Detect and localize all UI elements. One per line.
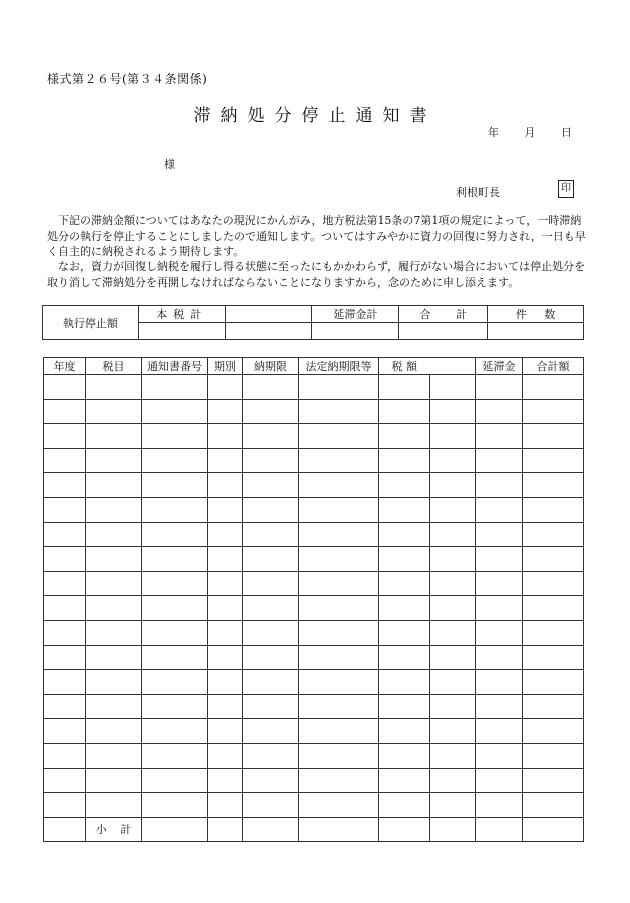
table-cell <box>430 375 476 400</box>
col-tax-item: 税目 <box>86 358 142 375</box>
table-cell <box>523 620 584 645</box>
table-cell <box>523 768 584 793</box>
table-row <box>44 399 584 424</box>
table-cell <box>243 497 299 522</box>
table-cell <box>86 522 142 547</box>
table-cell <box>523 719 584 744</box>
table-cell <box>430 743 476 768</box>
principal-total-cell-2 <box>225 323 312 340</box>
subtotal-cell <box>142 817 208 842</box>
table-cell <box>243 743 299 768</box>
table-cell <box>430 645 476 670</box>
table-cell <box>523 375 584 400</box>
table-cell <box>523 743 584 768</box>
table-cell <box>44 448 86 473</box>
subtotal-cell <box>430 817 476 842</box>
table-cell <box>142 645 208 670</box>
late-fee-total-label: 延滞金計 <box>312 306 399 323</box>
notice-paragraph-2-text: なお，資力が回復し納税を履行し得る状態に至ったにもかかわらず，履行がない場合においては停止処分を取り消して滞納処分を再開しなければならないことになりますから，念のために申し添えます。 <box>47 260 586 289</box>
table-cell <box>379 768 430 793</box>
table-cell <box>430 620 476 645</box>
table-cell <box>476 497 523 522</box>
table-cell <box>142 719 208 744</box>
table-cell <box>142 497 208 522</box>
table-cell <box>430 793 476 818</box>
table-cell <box>379 620 430 645</box>
table-cell <box>142 473 208 498</box>
table-cell <box>44 473 86 498</box>
issuer-name: 利根町長 <box>456 186 500 199</box>
table-cell <box>142 743 208 768</box>
table-cell <box>523 399 584 424</box>
col-legal-due-date: 法定納期限等 <box>299 358 379 375</box>
table-row <box>44 743 584 768</box>
table-cell <box>523 497 584 522</box>
table-row <box>44 571 584 596</box>
table-cell <box>142 620 208 645</box>
principal-total-value <box>225 306 312 323</box>
table-cell <box>208 694 243 719</box>
table-cell <box>44 768 86 793</box>
table-cell <box>44 670 86 695</box>
table-cell <box>379 473 430 498</box>
late-fee-total-value <box>312 323 399 340</box>
table-cell <box>476 768 523 793</box>
table-cell <box>523 424 584 449</box>
table-cell <box>208 645 243 670</box>
table-cell <box>476 743 523 768</box>
table-cell <box>523 448 584 473</box>
table-cell <box>430 424 476 449</box>
col-tax-amount: 税 額 <box>379 358 430 375</box>
table-cell <box>86 424 142 449</box>
subtotal-cell-blank <box>44 817 86 842</box>
table-cell <box>86 743 142 768</box>
table-cell <box>476 375 523 400</box>
table-cell <box>299 547 379 572</box>
table-cell <box>476 719 523 744</box>
table-cell <box>142 768 208 793</box>
table-cell <box>44 424 86 449</box>
seal-mark: 印 <box>558 180 574 198</box>
table-cell <box>208 448 243 473</box>
table-cell <box>476 670 523 695</box>
table-cell <box>86 768 142 793</box>
notice-paragraph-1-text: 下記の滞納金額についてはあなたの現況にかんがみ，地方税法第15条の7第1項の規定によって，一時滞納処分の執行を停止することにしましたので通知します。ついてはすみやかに資力の回復に努力され，一日も早く自主的に納税されるよう期待します。 <box>47 214 586 258</box>
delinquency-detail-table <box>43 357 584 842</box>
table-cell <box>430 497 476 522</box>
table-cell <box>299 719 379 744</box>
table-cell <box>208 793 243 818</box>
table-cell <box>243 645 299 670</box>
table-cell <box>142 547 208 572</box>
table-cell <box>86 596 142 621</box>
table-cell <box>243 375 299 400</box>
table-cell <box>299 793 379 818</box>
table-cell <box>208 719 243 744</box>
table-row <box>44 497 584 522</box>
table-row <box>44 670 584 695</box>
table-cell <box>86 497 142 522</box>
table-cell <box>379 547 430 572</box>
table-cell <box>86 670 142 695</box>
table-cell <box>243 719 299 744</box>
table-cell <box>299 645 379 670</box>
table-cell <box>86 375 142 400</box>
table-cell <box>44 793 86 818</box>
table-row <box>44 793 584 818</box>
table-cell <box>430 448 476 473</box>
detail-body <box>44 375 584 818</box>
table-row <box>44 719 584 744</box>
table-cell <box>379 645 430 670</box>
table-cell <box>379 793 430 818</box>
table-cell <box>243 522 299 547</box>
table-cell <box>379 743 430 768</box>
col-period: 期別 <box>208 358 243 375</box>
count-value <box>488 323 584 340</box>
table-cell <box>476 694 523 719</box>
table-cell <box>476 473 523 498</box>
table-cell <box>476 424 523 449</box>
table-cell <box>476 522 523 547</box>
table-cell <box>44 694 86 719</box>
table-row <box>44 547 584 572</box>
col-blank <box>430 358 476 375</box>
table-cell <box>476 448 523 473</box>
col-late-fee: 延滞金 <box>476 358 523 375</box>
table-cell <box>142 399 208 424</box>
table-cell <box>44 743 86 768</box>
col-total-amount: 合計額 <box>523 358 584 375</box>
table-cell <box>208 547 243 572</box>
subtotal-cell <box>379 817 430 842</box>
table-cell <box>86 719 142 744</box>
table-cell <box>299 620 379 645</box>
table-cell <box>299 522 379 547</box>
table-cell <box>142 596 208 621</box>
table-cell <box>299 768 379 793</box>
table-cell <box>476 645 523 670</box>
table-cell <box>379 399 430 424</box>
table-row <box>44 768 584 793</box>
table-cell <box>208 596 243 621</box>
table-cell <box>243 620 299 645</box>
table-cell <box>379 571 430 596</box>
table-cell <box>299 375 379 400</box>
form-number: 様式第２６号(第３４条関係) <box>47 72 208 86</box>
table-cell <box>430 399 476 424</box>
table-cell <box>86 571 142 596</box>
table-cell <box>243 547 299 572</box>
table-cell <box>208 522 243 547</box>
table-cell <box>299 497 379 522</box>
table-cell <box>476 620 523 645</box>
table-row <box>44 473 584 498</box>
table-cell <box>208 743 243 768</box>
table-cell <box>208 399 243 424</box>
table-cell <box>243 596 299 621</box>
table-cell <box>44 522 86 547</box>
table-cell <box>44 596 86 621</box>
table-cell <box>430 596 476 621</box>
table-cell <box>44 571 86 596</box>
table-cell <box>430 719 476 744</box>
table-row <box>44 522 584 547</box>
table-cell <box>379 596 430 621</box>
table-cell <box>523 473 584 498</box>
table-cell <box>86 620 142 645</box>
table-cell <box>208 473 243 498</box>
table-cell <box>142 694 208 719</box>
table-cell <box>142 448 208 473</box>
table-cell <box>299 571 379 596</box>
total-label: 合 計 <box>399 306 488 323</box>
table-cell <box>142 793 208 818</box>
principal-total-label: 本税計 <box>138 306 225 323</box>
principal-total-cell <box>138 323 225 340</box>
table-cell <box>430 571 476 596</box>
table-cell <box>208 768 243 793</box>
table-cell <box>299 596 379 621</box>
table-cell <box>142 670 208 695</box>
count-label: 件 数 <box>488 306 584 323</box>
subtotal-cell <box>243 817 299 842</box>
col-due-date: 納期限 <box>243 358 299 375</box>
table-cell <box>44 719 86 744</box>
table-cell <box>523 694 584 719</box>
table-cell <box>243 768 299 793</box>
table-cell <box>523 596 584 621</box>
table-cell <box>523 670 584 695</box>
table-cell <box>299 670 379 695</box>
table-cell <box>243 694 299 719</box>
table-cell <box>243 399 299 424</box>
table-cell <box>379 424 430 449</box>
table-cell <box>243 793 299 818</box>
table-cell <box>299 743 379 768</box>
table-cell <box>86 645 142 670</box>
detail-header-row <box>44 358 584 375</box>
table-cell <box>86 473 142 498</box>
table-row <box>44 694 584 719</box>
table-cell <box>379 375 430 400</box>
table-cell <box>379 448 430 473</box>
table-cell <box>243 473 299 498</box>
table-cell <box>430 768 476 793</box>
table-row <box>44 596 584 621</box>
table-cell <box>86 448 142 473</box>
table-row <box>44 424 584 449</box>
table-cell <box>523 522 584 547</box>
table-cell <box>379 719 430 744</box>
subtotal-cell <box>523 817 584 842</box>
table-cell <box>208 497 243 522</box>
total-value <box>399 323 488 340</box>
table-cell <box>142 424 208 449</box>
table-cell <box>243 424 299 449</box>
table-cell <box>430 547 476 572</box>
table-cell <box>142 571 208 596</box>
subtotal-cell <box>299 817 379 842</box>
table-cell <box>208 375 243 400</box>
subtotal-cell <box>208 817 243 842</box>
table-cell <box>430 522 476 547</box>
table-cell <box>208 670 243 695</box>
table-cell <box>208 424 243 449</box>
table-cell <box>523 793 584 818</box>
table-cell <box>86 547 142 572</box>
table-cell <box>379 497 430 522</box>
table-cell <box>208 571 243 596</box>
document-title: 滞納処分停止通知書 <box>193 106 437 126</box>
table-cell <box>523 571 584 596</box>
table-row <box>44 645 584 670</box>
table-cell <box>142 375 208 400</box>
table-cell <box>243 448 299 473</box>
table-cell <box>299 424 379 449</box>
table-cell <box>379 670 430 695</box>
date-line: 年 月 日 <box>488 126 572 139</box>
table-cell <box>243 670 299 695</box>
subtotal-cell <box>476 817 523 842</box>
table-cell <box>379 522 430 547</box>
table-cell <box>430 473 476 498</box>
table-cell <box>430 670 476 695</box>
subtotal-row <box>44 817 584 842</box>
col-notice-number: 通知書番号 <box>142 358 208 375</box>
table-cell <box>44 620 86 645</box>
table-cell <box>299 399 379 424</box>
subtotal-label: 小 計 <box>86 817 142 842</box>
table-cell <box>208 620 243 645</box>
table-cell <box>86 793 142 818</box>
table-cell <box>44 497 86 522</box>
table-cell <box>379 694 430 719</box>
table-cell <box>430 694 476 719</box>
notice-paragraph-1 <box>47 213 587 260</box>
col-fiscal-year: 年度 <box>44 358 86 375</box>
table-cell <box>476 793 523 818</box>
table-cell <box>44 547 86 572</box>
table-cell <box>523 645 584 670</box>
table-cell <box>86 399 142 424</box>
table-cell <box>86 694 142 719</box>
table-cell <box>44 399 86 424</box>
table-cell <box>243 571 299 596</box>
table-cell <box>476 571 523 596</box>
table-cell <box>476 399 523 424</box>
table-cell <box>142 522 208 547</box>
table-cell <box>44 375 86 400</box>
table-row <box>44 375 584 400</box>
table-cell <box>44 645 86 670</box>
suspension-amount-table <box>42 305 584 340</box>
addressee-suffix: 様 <box>164 158 175 171</box>
table-row <box>44 448 584 473</box>
table-row <box>44 620 584 645</box>
table-cell <box>476 596 523 621</box>
table-cell <box>299 694 379 719</box>
table-cell <box>476 547 523 572</box>
table-cell <box>523 547 584 572</box>
notice-paragraph-2 <box>47 259 587 290</box>
table-cell <box>299 448 379 473</box>
table-cell <box>299 473 379 498</box>
suspension-amount-label: 執行停止額 <box>43 306 139 340</box>
